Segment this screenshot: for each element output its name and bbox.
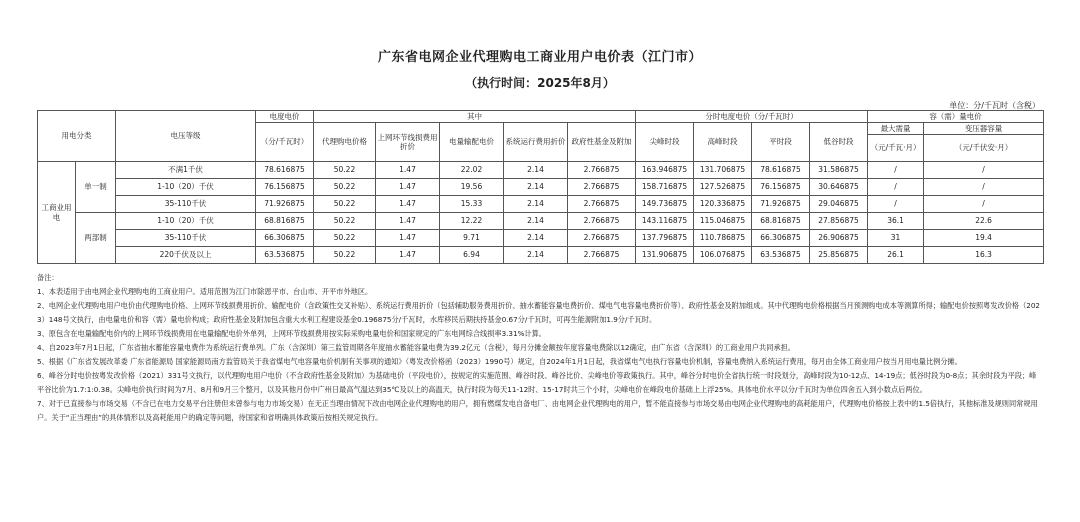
sharp-cell: 149.736875 bbox=[636, 196, 694, 213]
flat-cell: 66.306875 bbox=[752, 230, 810, 247]
group-cell: 两部制 bbox=[76, 213, 116, 264]
note-item: 7、对于已直接参与市场交易（不含已在电力交易平台注册但未曾参与电力市场交易）在无正当理由情况下改由电网企业代理购电的用户，拥有燃煤发电自备电厂、由电网企业代理购电的用户，暂不能直接参与市场交易由电网企业代理购电的高耗能用户，代理购电价格按上表中的1.5倍执行，其他标准及规则同常规用户。关于“正当理由”的具体情形以及高耗能用户的确定等问题，待国家和省明确具体政策后按相关规定执行。 bbox=[37, 399, 1038, 422]
proxy-cell: 50.22 bbox=[314, 230, 376, 247]
voltage-cell: 1-10（20）千伏 bbox=[116, 179, 256, 196]
header-flat: 平时段 bbox=[752, 123, 810, 162]
fund-cell: 2.766875 bbox=[568, 230, 636, 247]
flat-cell: 63.536875 bbox=[752, 247, 810, 264]
header-max-demand: 最大需量 bbox=[868, 123, 924, 135]
proxy-cell: 50.22 bbox=[314, 213, 376, 230]
proxy-cell: 50.22 bbox=[314, 247, 376, 264]
fund-cell: 2.766875 bbox=[568, 213, 636, 230]
table-row bbox=[38, 162, 1044, 179]
peak-cell: 120.336875 bbox=[694, 196, 752, 213]
valley-cell: 29.046875 bbox=[810, 196, 868, 213]
flat-cell: 68.816875 bbox=[752, 213, 810, 230]
transmission-cell: 12.22 bbox=[440, 213, 504, 230]
table-row bbox=[38, 196, 1044, 213]
transmission-cell: 6.94 bbox=[440, 247, 504, 264]
table-row bbox=[38, 247, 1044, 264]
flat-cell: 71.926875 bbox=[752, 196, 810, 213]
fund-cell: 2.766875 bbox=[568, 247, 636, 264]
peak-cell: 106.076875 bbox=[694, 247, 752, 264]
sharp-cell: 131.906875 bbox=[636, 247, 694, 264]
loss-cell: 1.47 bbox=[376, 162, 440, 179]
transmission-cell: 19.56 bbox=[440, 179, 504, 196]
loss-cell: 1.47 bbox=[376, 196, 440, 213]
flat-cell: 76.156875 bbox=[752, 179, 810, 196]
voltage-cell: 不满1千伏 bbox=[116, 162, 256, 179]
header-sharp: 尖峰时段 bbox=[636, 123, 694, 162]
voltage-cell: 35-110千伏 bbox=[116, 196, 256, 213]
header-category: 用电分类 bbox=[38, 111, 116, 162]
peak-cell: 110.786875 bbox=[694, 230, 752, 247]
note-item: 3、原包含在电量输配电价内的上网环节线损费用在电量输配电价外单列，上网环节线损费用按实际采购电量电价和国家规定的广东电网综合线损率3.31%计算。 bbox=[37, 329, 546, 338]
notes-section bbox=[37, 271, 1043, 425]
fund-cell: 2.766875 bbox=[568, 162, 636, 179]
demand-cell: / bbox=[868, 162, 924, 179]
fund-cell: 2.766875 bbox=[568, 179, 636, 196]
system-cell: 2.14 bbox=[504, 247, 568, 264]
price-cell: 66.306875 bbox=[256, 230, 314, 247]
transformer-cell: / bbox=[924, 196, 1044, 213]
table-row bbox=[38, 179, 1044, 196]
loss-cell: 1.47 bbox=[376, 247, 440, 264]
notes-heading: 备注： bbox=[37, 273, 59, 282]
note-item: 1、本表适用于由电网企业代理购电的工商业用户。适用范围为江门市除恩平市、台山市、开平市外地区。 bbox=[37, 287, 373, 296]
category-cell: 工商业用电 bbox=[38, 162, 76, 264]
header-loss: 上网环节线损费用折价 bbox=[376, 123, 440, 162]
header-voltage: 电压等级 bbox=[116, 111, 256, 162]
voltage-cell: 220千伏及以上 bbox=[116, 247, 256, 264]
loss-cell: 1.47 bbox=[376, 213, 440, 230]
proxy-cell: 50.22 bbox=[314, 162, 376, 179]
valley-cell: 25.856875 bbox=[810, 247, 868, 264]
flat-cell: 78.616875 bbox=[752, 162, 810, 179]
group-cell: 单一制 bbox=[76, 162, 116, 213]
loss-cell: 1.47 bbox=[376, 179, 440, 196]
header-tou: 分时电度电价（分/千瓦时） bbox=[636, 111, 868, 123]
header-fund: 政府性基金及附加 bbox=[568, 123, 636, 162]
header-valley: 低谷时段 bbox=[810, 123, 868, 162]
system-cell: 2.14 bbox=[504, 179, 568, 196]
transformer-cell: 19.4 bbox=[924, 230, 1044, 247]
demand-cell: 26.1 bbox=[868, 247, 924, 264]
header-transformer: 变压器容量 bbox=[924, 123, 1044, 135]
voltage-cell: 35-110千伏 bbox=[116, 230, 256, 247]
note-item: 5、根据《广东省发展改革委 广东省能源局 国家能源局南方监管局关于我省煤电气电容量电价机制有关事项的通知》（粤发改价格函（2023）1990号）规定，自2024年1月1日起，我省煤电气电执行容量电价机制，容量电费纳入系统运行费用，每月由全体工商业用户按当月用电量比例分摊。 bbox=[37, 357, 962, 366]
page-subtitle: （执行时间：2025年8月） bbox=[465, 76, 615, 90]
peak-cell: 115.046875 bbox=[694, 213, 752, 230]
valley-cell: 26.906875 bbox=[810, 230, 868, 247]
price-cell: 78.616875 bbox=[256, 162, 314, 179]
transmission-cell: 22.02 bbox=[440, 162, 504, 179]
demand-cell: 36.1 bbox=[868, 213, 924, 230]
transformer-cell: / bbox=[924, 162, 1044, 179]
header-proxy: 代理购电价格 bbox=[314, 123, 376, 162]
transmission-cell: 9.71 bbox=[440, 230, 504, 247]
transmission-cell: 15.33 bbox=[440, 196, 504, 213]
table-row bbox=[38, 213, 1044, 230]
loss-cell: 1.47 bbox=[376, 230, 440, 247]
valley-cell: 30.646875 bbox=[810, 179, 868, 196]
system-cell: 2.14 bbox=[504, 162, 568, 179]
header-transformer-unit: （元/千伏安·月） bbox=[924, 135, 1044, 162]
valley-cell: 27.856875 bbox=[810, 213, 868, 230]
header-transmission: 电量输配电价 bbox=[440, 123, 504, 162]
header-max-demand-unit: （元/千瓦·月） bbox=[868, 135, 924, 162]
transformer-cell: 22.6 bbox=[924, 213, 1044, 230]
proxy-cell: 50.22 bbox=[314, 179, 376, 196]
price-cell: 68.816875 bbox=[256, 213, 314, 230]
header-price-unit: （分/千瓦时） bbox=[256, 123, 314, 162]
peak-cell: 131.706875 bbox=[694, 162, 752, 179]
transformer-cell: 16.3 bbox=[924, 247, 1044, 264]
header-system: 系统运行费用折价 bbox=[504, 123, 568, 162]
system-cell: 2.14 bbox=[504, 196, 568, 213]
sharp-cell: 163.946875 bbox=[636, 162, 694, 179]
demand-cell: / bbox=[868, 179, 924, 196]
page-title: 广东省电网企业代理购电工商业用户电价表（江门市） bbox=[377, 50, 702, 65]
price-cell: 63.536875 bbox=[256, 247, 314, 264]
sharp-cell: 137.796875 bbox=[636, 230, 694, 247]
header-price: 电度电价 bbox=[256, 111, 314, 123]
header-peak: 高峰时段 bbox=[694, 123, 752, 162]
sharp-cell: 143.116875 bbox=[636, 213, 694, 230]
system-cell: 2.14 bbox=[504, 230, 568, 247]
fund-cell: 2.766875 bbox=[568, 196, 636, 213]
valley-cell: 31.586875 bbox=[810, 162, 868, 179]
sharp-cell: 158.716875 bbox=[636, 179, 694, 196]
unit-label: 单位：分/千瓦时（含税） bbox=[949, 101, 1040, 110]
demand-cell: 31 bbox=[868, 230, 924, 247]
header-capacity: 容（需）量电价 bbox=[868, 111, 1044, 123]
note-item: 2、电网企业代理购电用户电价由代理购电价格、上网环节线损费用折价、输配电价（含政策性交叉补贴）、系统运行费用折价（包括辅助服务费用折价、抽水蓄能容量电费折价、煤电气电容量电费折价等）、政府性基金及附加组成。其中代理购电价格根据当月预测购电成本等测算所得；输配电价按照粤发改价格（2023）148号文执行，由电量电价和容（需）量电价构成；政府性基金及附加包含重大水利工程建设基金0.196875分/千瓦时，水库移民后期扶持基金0.67分/千瓦时，可再生能源附加1.9分/千瓦时。 bbox=[37, 301, 1040, 324]
tariff-table bbox=[37, 110, 1044, 264]
system-cell: 2.14 bbox=[504, 213, 568, 230]
header-components: 其中 bbox=[314, 111, 636, 123]
transformer-cell: / bbox=[924, 179, 1044, 196]
note-item: 6、峰谷分时电价按粤发改价格（2021）331号文执行，以代理购电用户电价（不含政府性基金及附加）为基础电价（平段电价），按规定的实施范围、峰谷时段、峰谷比价、尖峰电价等政策执行。其中，峰谷分时电价全省执行统一时段划分，高峰时段为10-12点、14-19点；低谷时段为0-8点；其余时段为平段；峰平谷比价为1.7:1:0.38。尖峰电价执行时间为7月、8月和9月三个整月，以及其他月份中广州日最高气温达到35℃及以上的高温天，执行时段为每天11-12时、15-17时共三个小时，尖峰电价在峰段电价基础上上浮25%。具体电价水平以分/千瓦时为单位四舍五入到小数点后两位。 bbox=[37, 371, 1037, 394]
price-cell: 71.926875 bbox=[256, 196, 314, 213]
proxy-cell: 50.22 bbox=[314, 196, 376, 213]
note-item: 4、自2023年7月1日起，广东省抽水蓄能容量电费作为系统运行费单列。广东（含深圳）第三监管周期各年度抽水蓄能容量电费为39.2亿元（含税），每月分摊金额按年度容量电费除以12确定，由广东省（含深圳）的工商业用户共同承担。 bbox=[37, 343, 795, 352]
voltage-cell: 1-10（20）千伏 bbox=[116, 213, 256, 230]
table-row bbox=[38, 230, 1044, 247]
demand-cell: / bbox=[868, 196, 924, 213]
peak-cell: 127.526875 bbox=[694, 179, 752, 196]
price-cell: 76.156875 bbox=[256, 179, 314, 196]
